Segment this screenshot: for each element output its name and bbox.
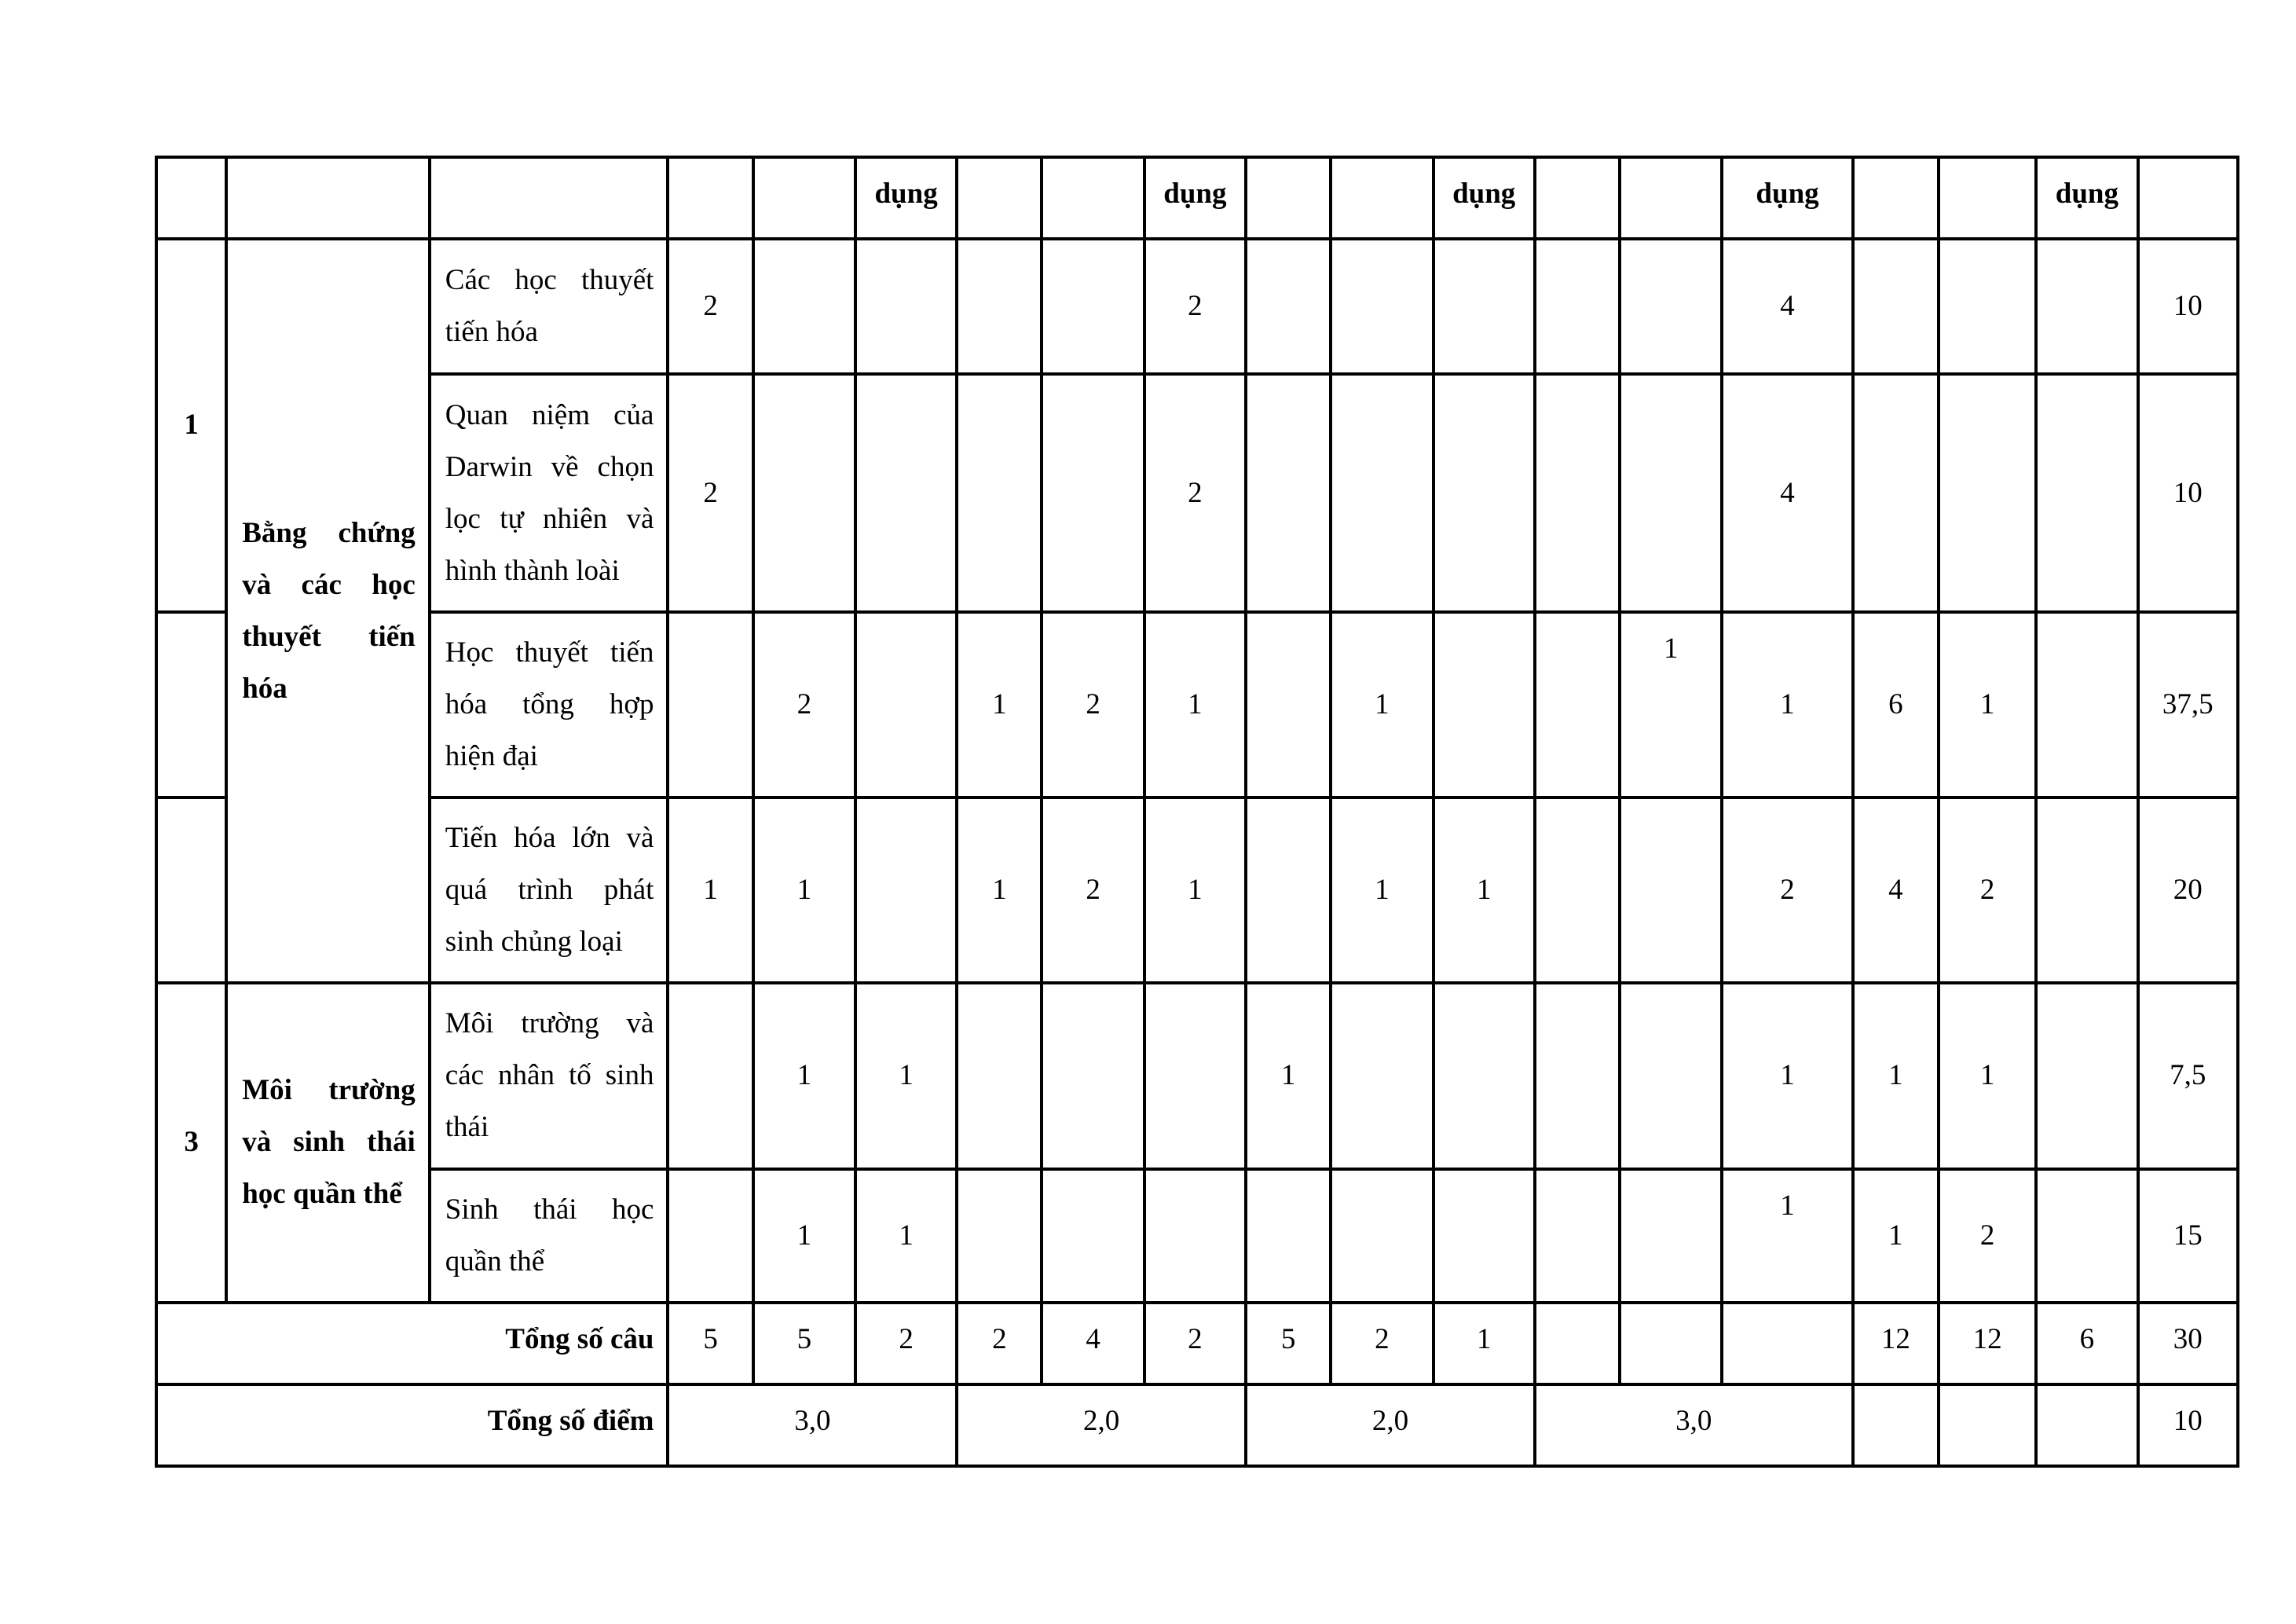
count-cell: 1	[668, 797, 753, 983]
header-van-dung: dụng	[2036, 157, 2137, 239]
content-cell: Tiến hóa lớn và quá trình phát sinh chủng loại	[430, 797, 668, 983]
total-questions-cell: 2	[1144, 1303, 1246, 1384]
total-cell: 37,5	[2138, 612, 2238, 797]
total-questions-row	[156, 1303, 2238, 1384]
total-points-cell: 2,0	[957, 1384, 1246, 1466]
header-van-dung: dụng	[1144, 157, 1246, 239]
count-cell	[1434, 374, 1535, 611]
count-cell: 1	[753, 797, 855, 983]
count-cell: 2	[1042, 797, 1144, 983]
count-cell	[1331, 374, 1433, 611]
content-cell: Sinh thái học quần thể	[430, 1169, 668, 1303]
count-cell: 2	[668, 239, 753, 374]
count-cell: 2	[753, 612, 855, 797]
count-cell	[1144, 983, 1246, 1168]
count-cell: 2	[1939, 1169, 2036, 1303]
count-cell	[1434, 983, 1535, 1168]
count-cell: 4	[1722, 374, 1852, 611]
table-row	[156, 374, 2238, 611]
total-points-cell: 2,0	[1246, 1384, 1535, 1466]
count-cell	[1939, 239, 2036, 374]
total-questions-label: Tổng số câu	[156, 1303, 668, 1384]
header-cell	[1246, 157, 1331, 239]
header-cell	[1853, 157, 1939, 239]
count-cell: 1	[753, 1169, 855, 1303]
total-questions-cell: 12	[1939, 1303, 2036, 1384]
total-cell: 15	[2138, 1169, 2238, 1303]
count-cell: 2	[668, 374, 753, 611]
count-cell	[2036, 374, 2137, 611]
count-cell: 1	[1722, 983, 1852, 1168]
count-cell	[1620, 797, 1722, 983]
total-points-cell	[2036, 1384, 2137, 1466]
header-cell	[226, 157, 430, 239]
table-row	[156, 1169, 2238, 1303]
count-cell	[753, 239, 855, 374]
count-cell	[1535, 239, 1620, 374]
total-questions-cell: 2	[957, 1303, 1042, 1384]
total-questions-cell: 2	[1331, 1303, 1433, 1384]
topic-number: 3	[156, 983, 226, 1302]
count-cell	[1535, 797, 1620, 983]
count-cell	[1853, 239, 1939, 374]
count-cell	[1853, 374, 1939, 611]
total-points-cell: 3,0	[668, 1384, 957, 1466]
count-cell: 2	[1144, 374, 1246, 611]
header-cell	[957, 157, 1042, 239]
count-cell	[668, 1169, 753, 1303]
count-cell: 1	[1144, 797, 1246, 983]
count-cell	[2036, 612, 2137, 797]
count-cell: 1	[1853, 1169, 1939, 1303]
header-cell	[1042, 157, 1144, 239]
count-cell: 4	[1853, 797, 1939, 983]
count-cell	[1535, 374, 1620, 611]
count-cell: 1	[1331, 797, 1433, 983]
count-cell	[1434, 612, 1535, 797]
count-cell: 1	[1620, 612, 1722, 797]
count-cell	[957, 374, 1042, 611]
count-cell	[1331, 983, 1433, 1168]
count-cell	[668, 612, 753, 797]
count-cell	[1042, 374, 1144, 611]
total-points-cell: 10	[2138, 1384, 2238, 1466]
total-points-label: Tổng số điểm	[156, 1384, 668, 1466]
total-cell: 20	[2138, 797, 2238, 983]
header-cell	[1535, 157, 1620, 239]
count-cell: 1	[1939, 983, 2036, 1168]
topic-number-cell	[156, 612, 226, 797]
total-questions-cell	[1535, 1303, 1620, 1384]
total-cell: 10	[2138, 239, 2238, 374]
table-row	[156, 983, 2238, 1168]
header-cell	[1620, 157, 1722, 239]
header-row	[156, 157, 2238, 239]
count-cell	[957, 983, 1042, 1168]
count-cell	[753, 374, 855, 611]
count-cell	[1620, 1169, 1722, 1303]
count-cell	[1042, 1169, 1144, 1303]
total-questions-cell: 2	[855, 1303, 957, 1384]
count-cell: 4	[1722, 239, 1852, 374]
count-cell	[1042, 983, 1144, 1168]
header-cell	[753, 157, 855, 239]
total-points-cell: 3,0	[1535, 1384, 1853, 1466]
topic-name: Môi trường và sinh thái học quần thể	[226, 983, 430, 1302]
header-cell	[430, 157, 668, 239]
count-cell: 1	[753, 983, 855, 1168]
content-cell: Học thuyết tiến hóa tổng hợp hiện đại	[430, 612, 668, 797]
header-van-dung: dụng	[855, 157, 957, 239]
total-cell: 10	[2138, 374, 2238, 611]
count-cell	[1246, 239, 1331, 374]
topic-number: 1	[156, 239, 226, 612]
content-cell: Môi trường và các nhân tố sinh thái	[430, 983, 668, 1168]
total-questions-cell: 1	[1434, 1303, 1535, 1384]
count-cell	[2036, 1169, 2137, 1303]
count-cell: 1	[1246, 983, 1331, 1168]
count-cell	[1246, 797, 1331, 983]
count-cell: 2	[1042, 612, 1144, 797]
count-cell	[1331, 1169, 1433, 1303]
total-cell: 7,5	[2138, 983, 2238, 1168]
total-questions-cell: 4	[1042, 1303, 1144, 1384]
total-questions-cell: 5	[668, 1303, 753, 1384]
table-row	[156, 797, 2238, 983]
count-cell	[957, 239, 1042, 374]
count-cell	[2036, 239, 2137, 374]
header-cell	[156, 157, 226, 239]
count-cell	[1434, 1169, 1535, 1303]
count-cell	[2036, 797, 2137, 983]
count-cell	[1144, 1169, 1246, 1303]
count-cell	[668, 983, 753, 1168]
header-cell	[1939, 157, 2036, 239]
header-van-dung: dụng	[1434, 157, 1535, 239]
count-cell	[1535, 983, 1620, 1168]
count-cell	[855, 797, 957, 983]
count-cell: 2	[1722, 797, 1852, 983]
count-cell	[855, 239, 957, 374]
header-cell	[668, 157, 753, 239]
content-cell: Quan niệm của Darwin về chọn lọc tự nhiên và hình thành loài	[430, 374, 668, 611]
total-questions-cell: 6	[2036, 1303, 2137, 1384]
topic-number-cell	[156, 797, 226, 983]
total-questions-cell: 5	[1246, 1303, 1331, 1384]
count-cell: 1	[1331, 612, 1433, 797]
count-cell	[1246, 1169, 1331, 1303]
count-cell	[1620, 374, 1722, 611]
count-cell: 1	[1722, 612, 1852, 797]
table-row	[156, 239, 2238, 374]
header-van-dung: dụng	[1722, 157, 1852, 239]
count-cell	[1434, 239, 1535, 374]
total-questions-cell	[1722, 1303, 1852, 1384]
count-cell	[1535, 612, 1620, 797]
count-cell	[1042, 239, 1144, 374]
count-cell: 1	[1853, 983, 1939, 1168]
count-cell: 1	[855, 983, 957, 1168]
count-cell	[1246, 612, 1331, 797]
count-cell: 1	[1434, 797, 1535, 983]
count-cell: 6	[1853, 612, 1939, 797]
count-cell: 1	[1939, 612, 2036, 797]
total-points-cell	[1939, 1384, 2036, 1466]
content-cell: Các học thuyết tiến hóa	[430, 239, 668, 374]
count-cell: 2	[1144, 239, 1246, 374]
topic-name: Bằng chứng và các học thuyết tiến hóa	[226, 239, 430, 983]
count-cell	[1331, 239, 1433, 374]
table-row	[156, 612, 2238, 797]
exam-matrix-table	[155, 156, 2239, 1468]
count-cell	[855, 374, 957, 611]
count-cell: 1	[1144, 612, 1246, 797]
count-cell: 1	[957, 612, 1042, 797]
count-cell	[1620, 983, 1722, 1168]
total-questions-cell	[1620, 1303, 1722, 1384]
count-cell	[1939, 374, 2036, 611]
count-cell	[2036, 983, 2137, 1168]
total-questions-cell: 12	[1853, 1303, 1939, 1384]
count-cell: 1	[957, 797, 1042, 983]
total-questions-cell: 5	[753, 1303, 855, 1384]
header-cell	[1331, 157, 1433, 239]
header-cell	[2138, 157, 2238, 239]
count-cell	[1535, 1169, 1620, 1303]
count-cell: 1	[855, 1169, 957, 1303]
count-cell: 1	[1722, 1169, 1852, 1303]
count-cell	[957, 1169, 1042, 1303]
total-points-cell	[1853, 1384, 1939, 1466]
count-cell	[1620, 239, 1722, 374]
count-cell	[1246, 374, 1331, 611]
total-points-row	[156, 1384, 2238, 1466]
count-cell	[855, 612, 957, 797]
count-cell: 2	[1939, 797, 2036, 983]
total-questions-cell: 30	[2138, 1303, 2238, 1384]
